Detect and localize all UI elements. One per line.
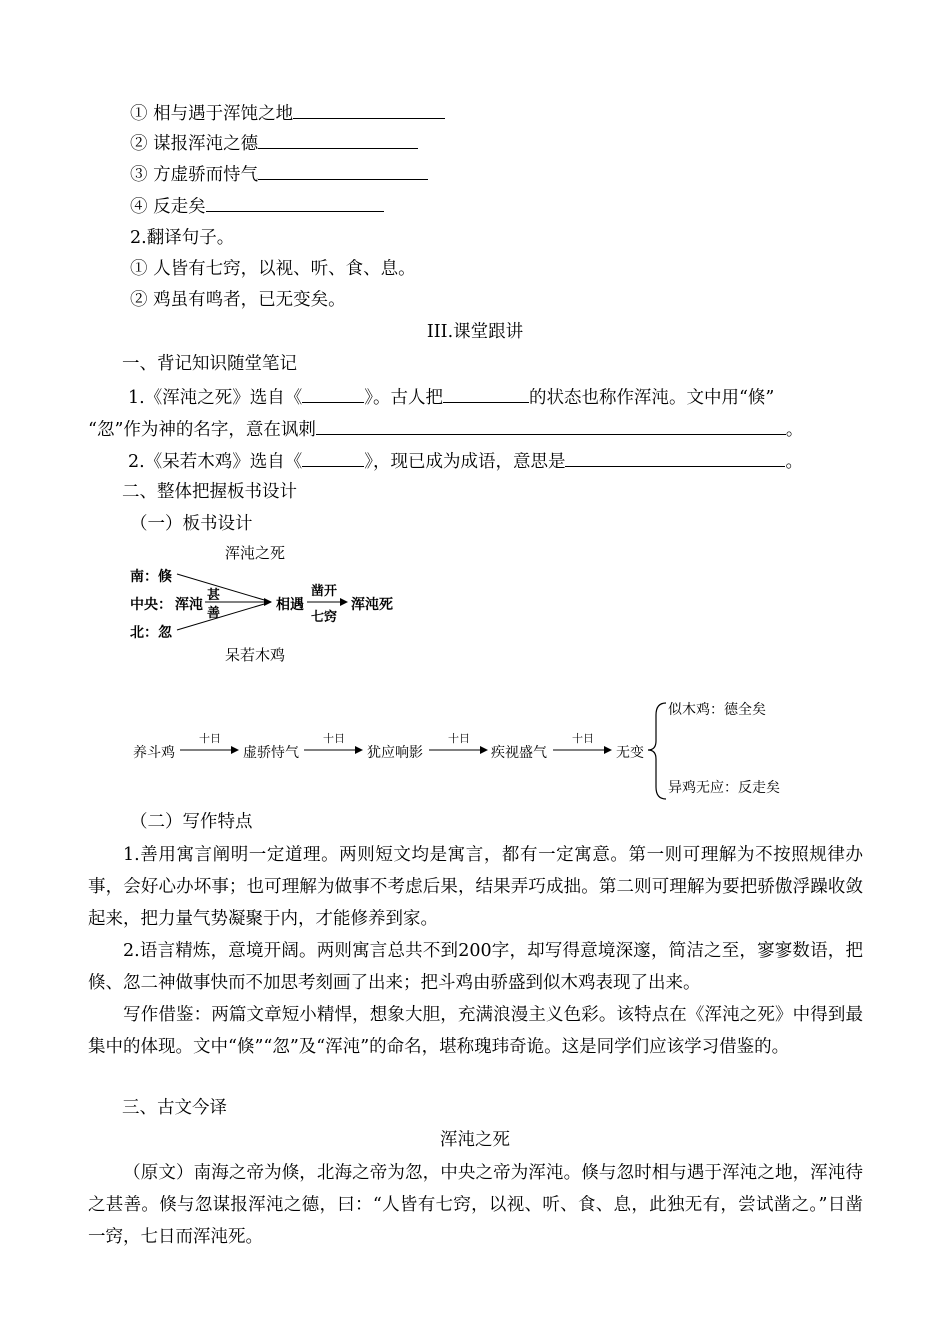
paragraph-text: 写作借鉴：两篇文章短小精悍，想象大胆，充满浪漫主义色彩。该特点在《浑沌之死》中得到最集中的体现。文中“倏”“忽”及“浑沌”的命名，堪称瑰玮奇诡。这是同学们应该学习借鉴的。 bbox=[88, 1005, 863, 1057]
translation-title: 浑沌之死 bbox=[440, 1130, 510, 1150]
answer-blank[interactable] bbox=[258, 161, 428, 180]
exercise-item-4 bbox=[130, 193, 384, 219]
question-text: 1.《浑沌之死》选自《 bbox=[128, 388, 303, 408]
label-center: 中央： bbox=[130, 597, 172, 613]
part1-heading: 一、背记知识随堂笔记 bbox=[122, 354, 297, 374]
item-text: 谋报浑沌之德 bbox=[153, 134, 259, 154]
item-text: 方虚骄而恃气 bbox=[153, 165, 259, 185]
flow-arrows bbox=[130, 695, 810, 805]
label-qiqiao: 七窍 bbox=[311, 610, 338, 625]
item-text: 鸡虽有鸣者，已无变矣。 bbox=[153, 290, 346, 310]
arrow-label: 十日 bbox=[448, 732, 470, 745]
label-shen: 甚 bbox=[207, 588, 221, 603]
flow-step-2: 虚骄恃气 bbox=[243, 745, 299, 761]
exercise-item-1 bbox=[130, 100, 445, 126]
writing-features-subheading: （二）写作特点 bbox=[130, 812, 253, 832]
fill-question-1 bbox=[128, 384, 774, 410]
question-text: 》，现已成为成语，意思是 bbox=[364, 452, 566, 472]
question-text: 的状态也称作浑沌。文中用“倏” bbox=[528, 388, 775, 408]
answer-blank[interactable] bbox=[293, 100, 445, 119]
label-death: 浑沌死 bbox=[351, 597, 393, 613]
paragraph-text: （原文）南海之帝为倏，北海之帝为忽，中央之帝为浑沌。倏与忽时相与遇于浑沌之地，浑沌待之甚善。倏与忽谋报浑沌之德，曰：“人皆有七窍，以视、听、食、息，此独无有，尝试凿之。”日凿一窍，七日而浑沌死。 bbox=[88, 1163, 863, 1247]
label-south: 南：倏 bbox=[130, 569, 172, 585]
board-diagram-hundun bbox=[125, 540, 425, 670]
question-text: 》。古人把 bbox=[364, 388, 443, 408]
diagram-arrows bbox=[125, 540, 425, 670]
item-number: ② bbox=[130, 290, 148, 310]
answer-blank[interactable] bbox=[316, 416, 786, 435]
question-text: 2.《呆若木鸡》选自《 bbox=[128, 452, 303, 472]
arrow-label: 十日 bbox=[572, 732, 594, 745]
diagram-title-2: 呆若木鸡 bbox=[225, 646, 286, 664]
flow-step-5: 无变 bbox=[616, 745, 644, 761]
label-shan: 善 bbox=[207, 606, 221, 621]
translate-sentence-1 bbox=[130, 257, 416, 281]
answer-blank[interactable] bbox=[443, 384, 529, 403]
item-number: ① bbox=[130, 259, 148, 279]
question-text: “忽”作为神的名字，意在讽刺 bbox=[88, 420, 316, 440]
original-text bbox=[88, 1157, 863, 1253]
question-text: 。 bbox=[785, 420, 804, 440]
branch-bottom: 异鸡无应：反走矣 bbox=[668, 780, 780, 796]
exercise-item-3 bbox=[130, 161, 428, 187]
item-text: 相与遇于浑饨之地 bbox=[153, 104, 294, 124]
label-meet: 相遇 bbox=[276, 597, 304, 613]
arrow-south bbox=[177, 574, 271, 602]
label-hundun: 浑沌 bbox=[175, 597, 203, 613]
question-text: 。 bbox=[785, 452, 803, 472]
feature-paragraph-2 bbox=[88, 935, 863, 999]
part3-heading: 三、古文今译 bbox=[122, 1098, 227, 1118]
paragraph-text: 1.善用寓言阐明一定道理。两则短文均是寓言，都有一定寓意。第一则可理解为不按照规律办事，会好心办坏事；也可理解为做事不考虑后果，结果弄巧成拙。第二则可理解为要把骄傲浮躁收敛起来，把力量气势凝聚于内，才能修养到家。 bbox=[88, 845, 863, 929]
question-2-title: 2.翻译句子。 bbox=[130, 228, 235, 248]
branch-top: 似木鸡：德全矣 bbox=[668, 702, 766, 718]
paragraph-text: 2.语言精炼，意境开阔。两则寓言总共不到200字，却写得意境深邃，简洁之至，寥寥数语，把倏、忽二神做事快而不加思考刻画了出来；把斗鸡由骄盛到似木鸡表现了出来。 bbox=[88, 941, 863, 993]
board-design-subheading: （一）板书设计 bbox=[130, 514, 253, 534]
answer-blank[interactable] bbox=[258, 130, 418, 149]
label-zao: 凿开 bbox=[311, 584, 338, 599]
flow-step-3: 犹应响影 bbox=[367, 745, 423, 761]
fill-question-1-cont bbox=[88, 416, 803, 442]
brace bbox=[648, 703, 666, 799]
item-number: ② bbox=[130, 134, 148, 154]
section-title: III.课堂跟讲 bbox=[426, 322, 524, 342]
label-north: 北：忽 bbox=[130, 625, 172, 641]
translate-sentence-2 bbox=[130, 288, 346, 312]
flow-step-1: 养斗鸡 bbox=[133, 745, 175, 761]
item-text: 人皆有七窍，以视、听、食、息。 bbox=[153, 259, 416, 279]
feature-paragraph-1 bbox=[88, 839, 863, 935]
fill-question-2 bbox=[128, 448, 803, 474]
diagram-title: 浑沌之死 bbox=[225, 544, 286, 562]
answer-blank[interactable] bbox=[206, 193, 384, 212]
item-number: ④ bbox=[130, 197, 148, 217]
board-diagram-chicken bbox=[130, 695, 810, 805]
part2-heading: 二、整体把握板书设计 bbox=[122, 482, 297, 502]
answer-blank[interactable] bbox=[302, 448, 364, 467]
answer-blank[interactable] bbox=[302, 384, 364, 403]
flow-step-4: 疾视盛气 bbox=[491, 745, 547, 761]
arrow-label: 十日 bbox=[199, 732, 221, 745]
feature-paragraph-3 bbox=[88, 999, 863, 1063]
exercise-item-2 bbox=[130, 130, 418, 156]
arrow-north bbox=[177, 602, 271, 630]
answer-blank[interactable] bbox=[565, 448, 785, 467]
item-number: ① bbox=[130, 104, 148, 124]
item-number: ③ bbox=[130, 165, 148, 185]
arrow-label: 十日 bbox=[323, 732, 345, 745]
item-text: 反走矣 bbox=[153, 197, 206, 217]
